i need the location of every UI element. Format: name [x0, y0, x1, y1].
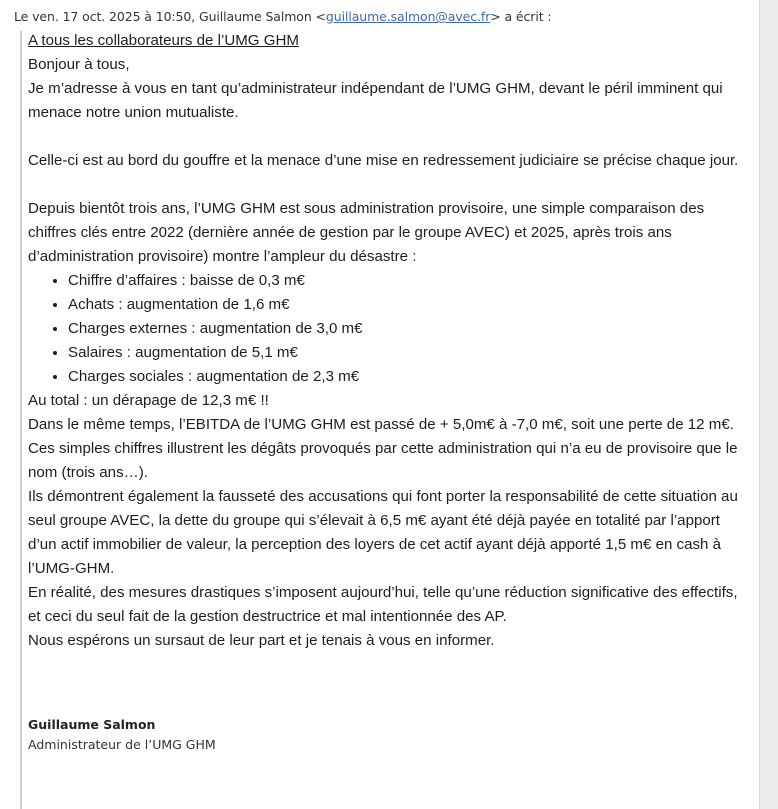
list-item: • Achats : augmentation de 1,6 m€ [68, 293, 740, 317]
quoted-message-body [28, 29, 740, 755]
signature-name: Guillaume Salmon [28, 717, 156, 732]
signature-spacer [28, 653, 740, 715]
paragraph-closing: Nous espérons un sursaut de leur part et je tenais à vous en informer. [28, 632, 495, 649]
sender-email-link[interactable]: guillaume.salmon@avec.fr [325, 9, 491, 24]
attribution-prefix: Le ven. 17 oct. 2025 à 10:50, Guillaume Salmon < [14, 9, 326, 24]
list-item: • Charges sociales : augmentation de 2,3 m€ [68, 365, 740, 389]
list-item: • Chiffre d’affaires : baisse de 0,3 m€ [68, 269, 740, 293]
message-heading: A tous les collaborateurs de l’UMG GHM [28, 32, 299, 49]
list-item: • Salaires : augmentation de 5,1 m€ [68, 341, 740, 365]
greeting: Bonjour à tous, [28, 56, 130, 73]
paragraph-threat: Celle-ci est au bord du gouffre et la menace d’une mise en redressement judiciaire se précise chaque jour. [28, 152, 739, 169]
blank-line [28, 125, 740, 149]
quote-attribution-line [14, 9, 552, 24]
paragraph-comparison: Depuis bientôt trois ans, l’UMG GHM est sous administration provisoire, une simple comparaison des chiffres clés entre 2022 (dernière année de gestion par le groupe AVEC) et 2025, après trois ans d’administration provisoire) montre l’ampleur du désastre : [28, 200, 705, 265]
paragraph-measures: En réalité, des mesures drastiques s’imposent aujourd’hui, telle qu’une réduction significative des effectifs, et ceci du seul fait de la gestion destructrice et mal intentionnée des AP. [28, 584, 738, 625]
paragraph-intro: Je m’adresse à vous en tant qu’administrateur indépendant de l’UMG GHM, devant le péril imminent qui menace notre union mutualiste. [28, 80, 723, 121]
paragraph-accusations: Ils démontrent également la fausseté des accusations qui font porter la responsabilité de cette situation au seul groupe AVEC, la dette du groupe qui s’élevait à 6,5 m€ ayant été déjà payée en totalité par l’apport d’un actif immobilier de valeur, la perception des loyers de cet actif ayant déjà apporté 1,5 m€ en cash à l’UMG-GHM. [28, 488, 738, 577]
quote-bar [20, 31, 22, 809]
paragraph-ebitda: Dans le même temps, l’EBITDA de l’UMG GHM est passé de + 5,0m€ à -7,0 m€, soit une perte de 12 m€. [28, 416, 734, 433]
paragraph-total: Au total : un dérapage de 12,3 m€ !! [28, 392, 269, 409]
blank-line [28, 173, 740, 197]
figures-list [28, 269, 740, 389]
window-edge [759, 0, 778, 809]
list-item: • Charges externes : augmentation de 3,0 m€ [68, 317, 740, 341]
signature-role: Administrateur de l’UMG GHM [28, 737, 216, 752]
attribution-suffix: > a écrit : [490, 9, 552, 24]
paragraph-illustration: Ces simples chiffres illustrent les dégâts provoqués par cette administration qui n’a eu de provisoire que le nom (trois ans…). [28, 440, 738, 481]
